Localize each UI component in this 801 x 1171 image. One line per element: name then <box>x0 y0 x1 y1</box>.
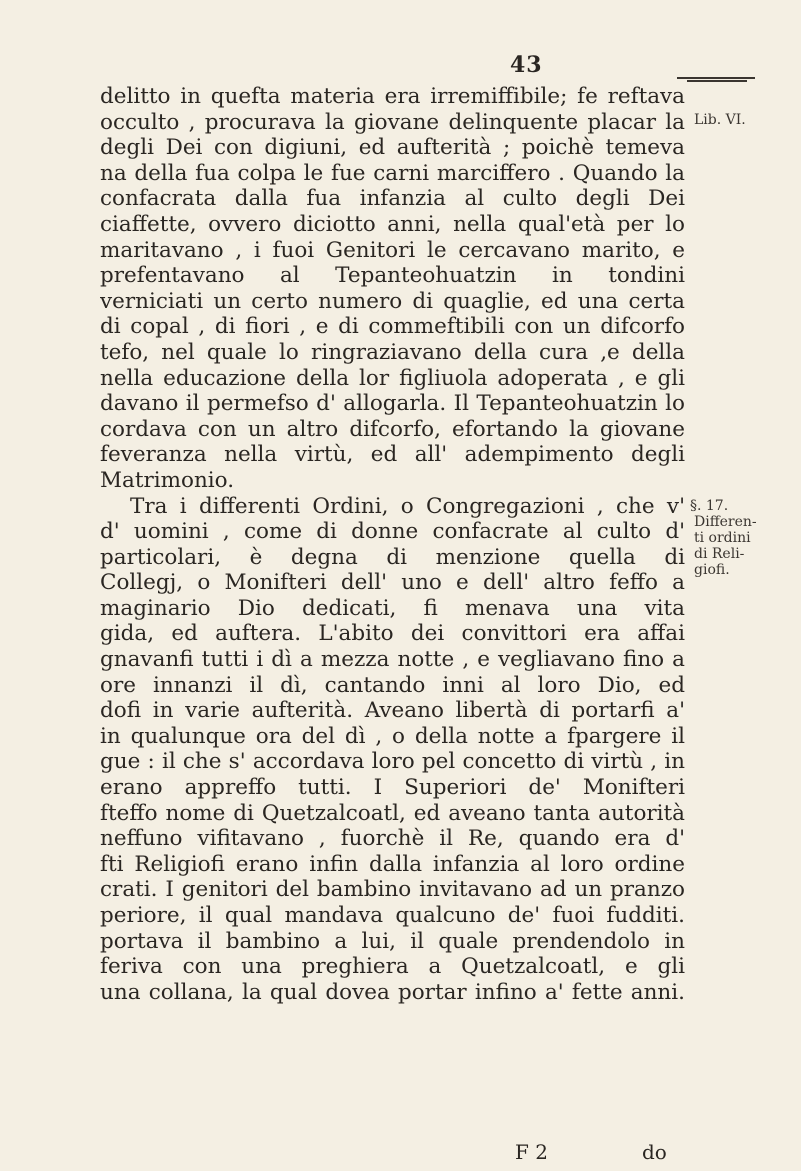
text-line: neffuno vifitavano , fuorchè il Re, quando era d' <box>100 826 685 852</box>
text-line: cordava con un altro difcorfo, efortando la giovane <box>100 416 685 442</box>
text-line: nella educazione della lor figliuola adoperata , e gli <box>100 365 685 391</box>
margin-section-title-3: di Reli- <box>694 546 745 562</box>
text-line: degli Dei con digiuni, ed aufterità ; poichè temeva <box>100 135 685 161</box>
text-line: prefentavano al Tepanteohuatzin in tondini <box>100 263 685 289</box>
text-line: dofi in varie aufterità. Aveano libertà di portarfi a' <box>100 698 685 724</box>
text-line: d' uomini , come di donne confacrate al culto d' <box>100 519 685 545</box>
text-line: na della fua colpa le fue carni marciffero . Quando la <box>100 160 685 186</box>
text-line: Tra i differenti Ordini, o Congregazioni , che v' <box>130 493 685 519</box>
printed-rule-mark <box>677 76 755 83</box>
text-line: ore innanzi il dì, cantando inni al loro Dio, ed <box>100 672 685 698</box>
text-line: crati. I genitori del bambino invitavano ad un pranzo <box>100 877 685 903</box>
text-line: Collegj, o Monifteri dell' uno e dell' altro feffo a <box>100 570 685 596</box>
text-line: particolari, è degna di menzione quella di <box>100 544 685 570</box>
text-line: ciaffette, ovvero diciotto anni, nella qual'età per lo <box>100 211 685 237</box>
margin-section-title-1: Differen- <box>694 514 757 530</box>
text-line: Matrimonio. <box>100 467 235 493</box>
text-line: maritavano , i fuoi Genitori le cercavano marito, e <box>100 237 685 263</box>
margin-book-number: Lib. VI. <box>694 112 746 128</box>
signature-mark: F 2 <box>515 1140 548 1164</box>
text-line: davano il permefso d' allogarla. Il Tepanteohuatzin lo <box>100 391 685 417</box>
text-line: occulto , procurava la giovane delinquente placar la <box>100 109 685 135</box>
text-line: tefo, nel quale lo ringraziavano della cura ,e della <box>100 339 685 365</box>
text-line: erano appreffo tutti. I Superiori de' Monifteri <box>100 775 685 801</box>
body-text <box>100 84 685 1005</box>
margin-section-number: §. 17. <box>690 498 729 514</box>
text-line: gue : il che s' accordava loro pel concetto di virtù , in <box>100 749 685 775</box>
margin-section-title-4: giofi. <box>694 562 730 578</box>
text-line: portava il bambino a lui, il quale prendendolo in <box>100 928 685 954</box>
text-line: feveranza nella virtù, ed all' adempimento degli <box>100 442 685 468</box>
text-line: gnavanfi tutti i dì a mezza notte , e vegliavano fino a <box>100 647 685 673</box>
text-line: fteffo nome di Quetzalcoatl, ed aveano tanta autorità <box>100 800 685 826</box>
text-line: delitto in quefta materia era irremiffibile; fe reftava <box>100 84 685 109</box>
text-line: gida, ed auftera. L'abito dei convittori era affai <box>100 621 685 647</box>
text-line: in qualunque ora del dì , o della notte a fpargere il <box>100 723 685 749</box>
text-line: feriva con una preghiera a Quetzalcoatl, e gli <box>100 954 685 980</box>
text-line: fti Religiofi erano infin dalla infanzia al loro ordine <box>100 851 685 877</box>
text-line: di copal , di fiori , e di commeftibili con un difcorfo <box>100 314 685 340</box>
text-line: maginario Dio dedicati, fi menava una vita <box>100 595 685 621</box>
text-line: una collana, la qual dovea portar infino a' fette anni. <box>100 979 685 1005</box>
margin-section-title-2: ti ordini <box>694 530 751 546</box>
page-number: 43 <box>510 52 543 78</box>
catchword: do <box>642 1140 667 1164</box>
text-line: verniciati un certo numero di quaglie, ed una certa <box>100 288 685 314</box>
text-line: confacrata dalla fua infanzia al culto degli Dei <box>100 186 685 212</box>
text-line: periore, il qual mandava qualcuno de' fuoi fudditi. <box>100 903 685 928</box>
